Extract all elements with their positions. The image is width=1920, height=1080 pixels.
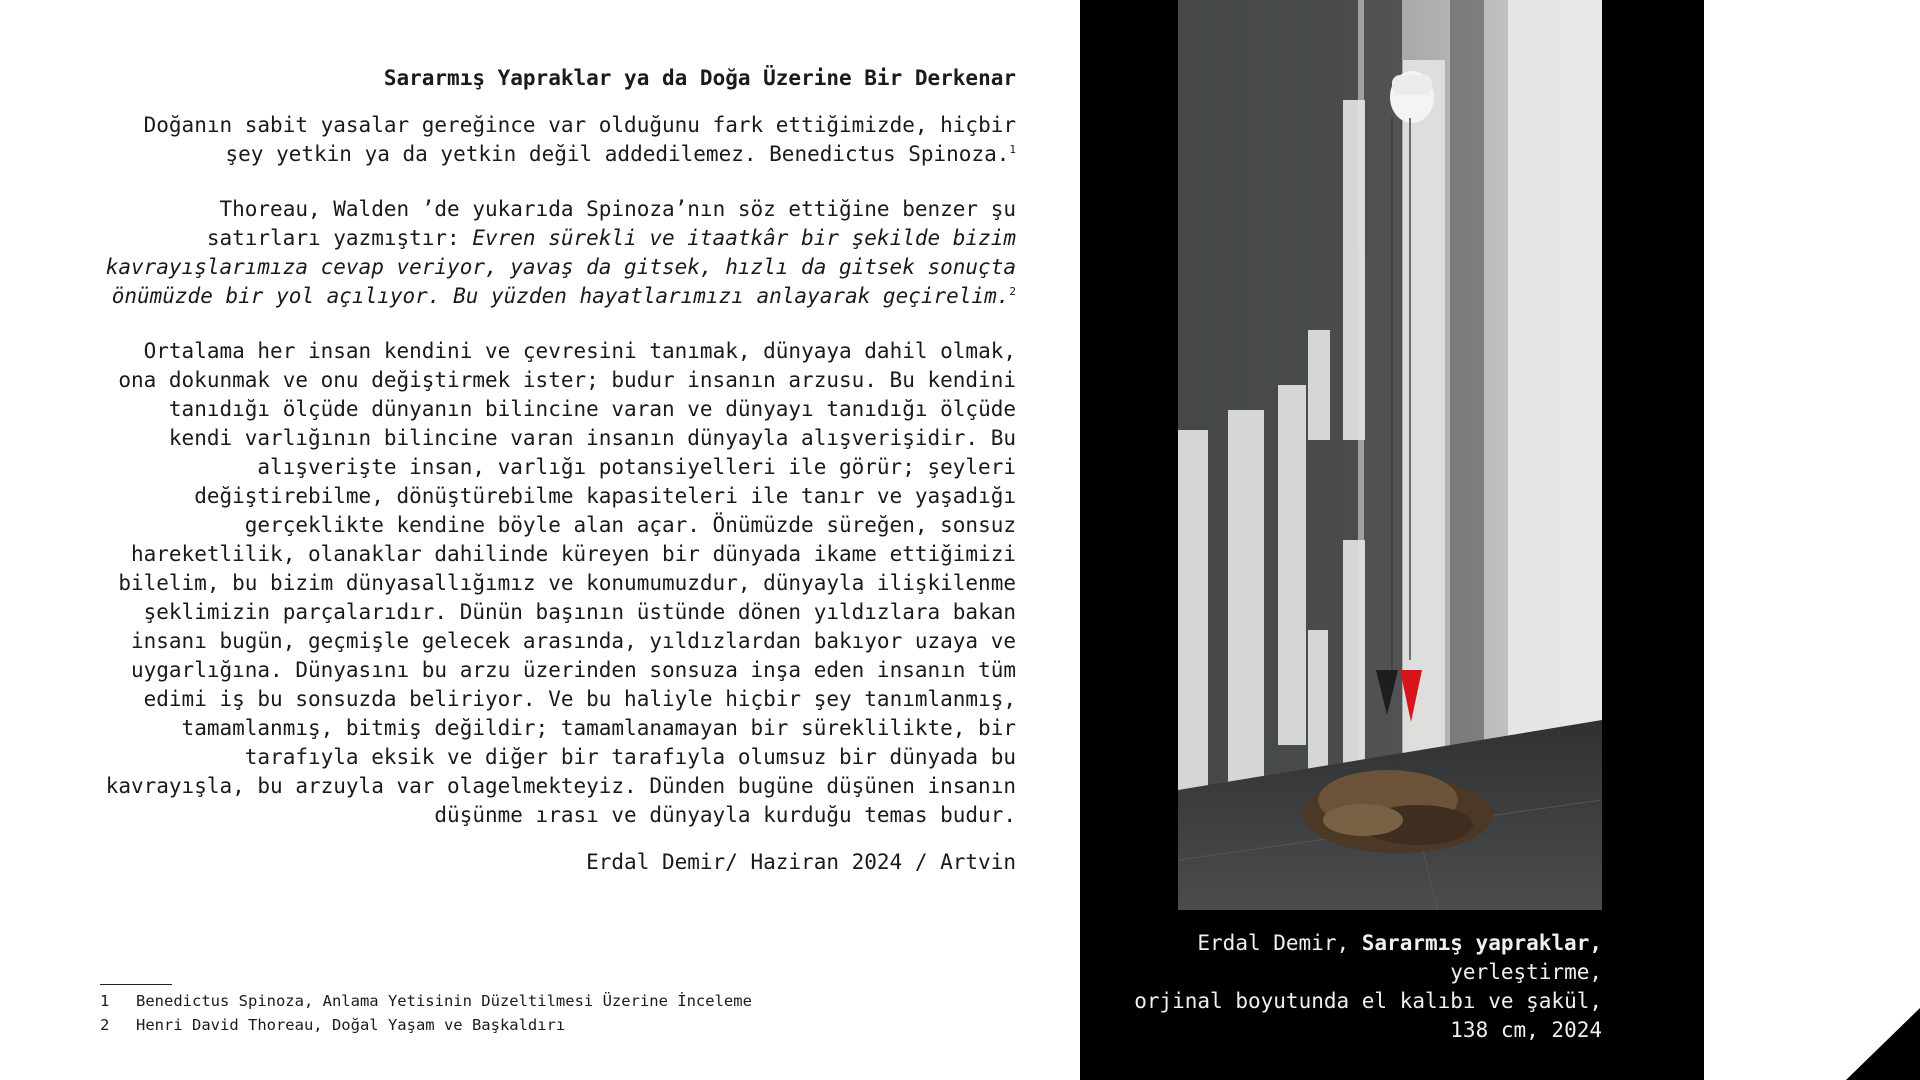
footnotes: [100, 984, 900, 1037]
footnote-number: 2: [100, 1016, 110, 1034]
thoreau-paragraph: [96, 195, 1016, 311]
artwork-photo: [1178, 0, 1602, 910]
footnote-text: Benedictus Spinoza, Anlama Yetisinin Düzeltilmesi Üzerine İnceleme: [136, 992, 752, 1010]
article-text: [96, 64, 1016, 877]
artwork-panel: [1080, 0, 1704, 1080]
corner-triangle: [1846, 1008, 1920, 1080]
hand-cast: [1390, 71, 1434, 123]
epigraph: [96, 111, 1016, 169]
artwork-caption: [1082, 929, 1602, 1045]
quote-text: Evren sürekli ve itaatkâr bir şekilde bizim kavrayışlarımıza cevap veriyor, yavaş da gitsek, hızlı da gitsek sonuçta önümüzde bir yol açılıyor. Bu yüzden hayatlarımızı anlayarak geçirelim.: [105, 226, 1016, 308]
caption-title-suffix: ,: [1589, 931, 1602, 955]
caption-materials: orjinal boyutunda el kalıbı ve şakül,: [1134, 989, 1602, 1013]
caption-size-year: 138 cm, 2024: [1450, 1018, 1602, 1042]
footnote-ref-1: 1: [1009, 143, 1016, 156]
signature: Erdal Demir/ Haziran 2024 / Artvin: [586, 850, 1016, 874]
installation-photo-illustration: [1178, 0, 1602, 910]
footnote-number: 1: [100, 992, 110, 1010]
body-paragraph: Ortalama her insan kendini ve çevresini tanımak, dünyaya dahil olmak, ona dokunmak ve onu değiştirmek ister; budur insanın arzusu. Bu kendini tanıdığı ölçüde dünyanın bilincine varan ve dünyayı tanıdığı ölçüde kendi varlığının bilincine varan insanın dünyayla alışverişidir. Bu alışverişte insan, varlığı potansiyelleri ile görür; şeyleri değiştirebilme, dönüştürebilme kapasiteleri ile tanır ve yaşadığı gerçeklikte kendine böyle alan açar. Önümüzde süreğen, sonsuz hareketlilik, olanaklar dahilinde küreyen bir dünyada ikame ettiğimizi bilelim, bu bizim dünyasallığımız ve konumumuzdur, dünyayla ilişkilenme şeklimizin parçalarıdır. Dünün başının üstünde dönen yıldızlara bakan insanı bugün, geçmişle gelecek arasında, yıldızlardan bakıyor uzaya ve uygarlığına. Dünyasını bu arzu üzerinden sonsuza inşa eden insanın tüm edimi iş bu sonsuzda beliriyor. Ve bu haliyle hiçbir şey tanımlanmış, tamamlanmış, bitmiş değildir; tamamlanamayan bir süreklilikte, bir tarafıyla eksik ve diğer bir tarafıyla olumsuz bir dünyada bu kavrayışla, bu arzuyla var olagelmekteyiz. Dünden bugüne düşünen insanın düşünme ırası ve dünyayla kurduğu temas budur.: [105, 339, 1016, 827]
footnote-divider: [100, 984, 172, 985]
article-title: Sararmış Yapraklar ya da Doğa Üzerine Bir Derkenar: [383, 66, 1016, 90]
epigraph-text: Doğanın sabit yasalar gereğince var olduğunu fark ettiğimizde, hiçbir şey yetkin ya da yetkin değil addedilemez. Benedictus Spinoza.: [143, 113, 1016, 166]
quote-intro: Thoreau, Walden ’de yukarıda Spinoza’nın söz ettiğine benzer şu satırları yazmıştır:: [206, 197, 1016, 250]
caption-artist: Erdal Demir,: [1197, 931, 1362, 955]
footnote-text: Henri David Thoreau, Doğal Yaşam ve Başkaldırı: [136, 1016, 566, 1034]
footnote-ref-2: 2: [1009, 285, 1016, 298]
footnote-item: [100, 989, 900, 1013]
caption-line-1: [1082, 929, 1602, 958]
caption-medium-type: yerleştirme,: [1450, 960, 1602, 984]
footnote-item: [100, 1013, 900, 1037]
caption-work-title: Sararmış yapraklar: [1361, 931, 1590, 955]
